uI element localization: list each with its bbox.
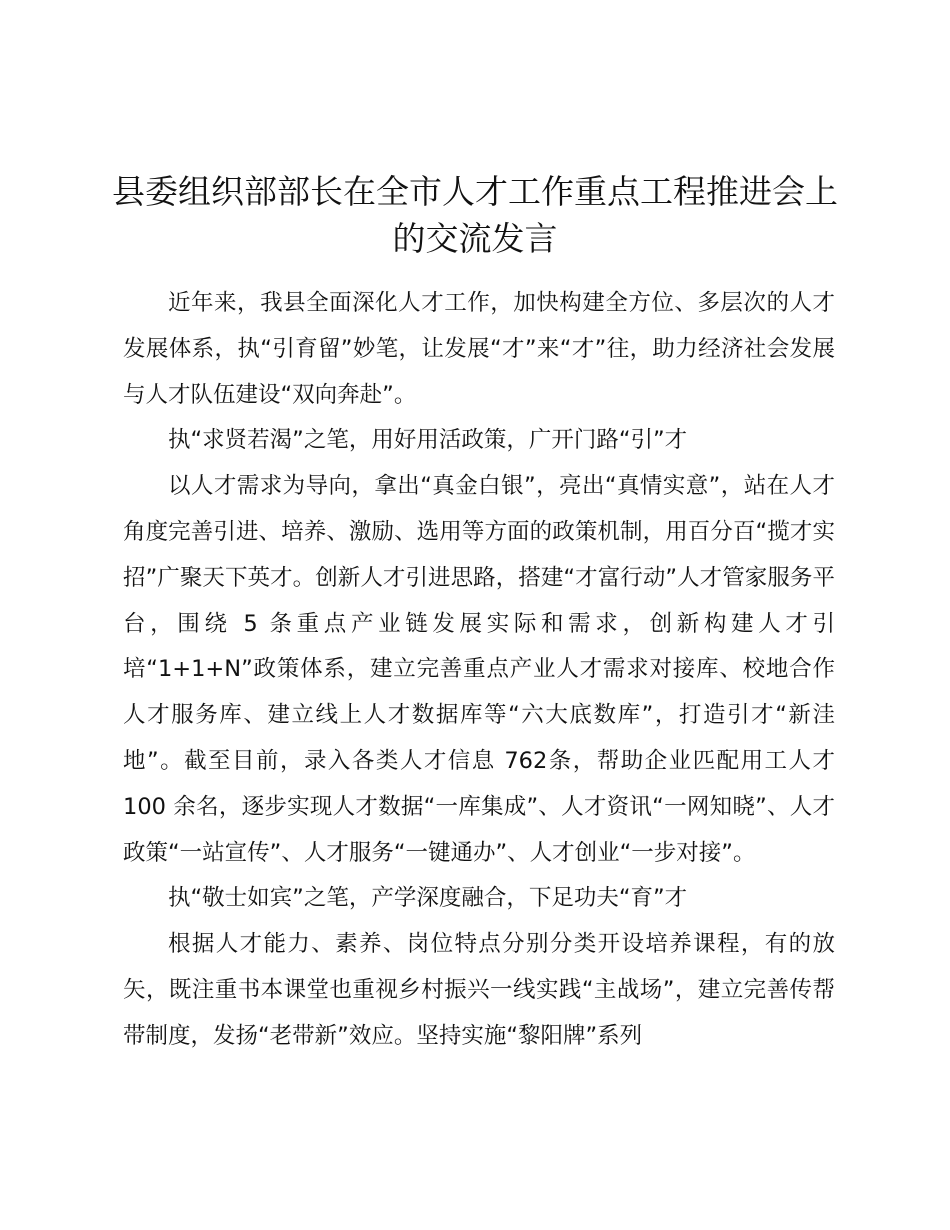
document-title: 县委组织部部长在全市人才工作重点工程推进会上的交流发言 — [112, 172, 838, 258]
section-heading-attract-talent: 执“求贤若渴”之笔，用好用活政策，广开门路“引”才 — [168, 427, 688, 454]
document-body — [123, 281, 835, 1060]
paragraph-intro: 近年来，我县全面深化人才工作，加快构建全方位、多层次的人才发展体系，执“引育留”妙笔，让发展“才”来“才”往，助力经济社会发展与人才队伍建设“双向奔赴”。 — [123, 290, 835, 408]
paragraph-cultivate-talent: 根据人才能力、素养、岗位特点分别分类开设培养课程，有的放矢，既注重书本课堂也重视乡村振兴一线实践“主战场”，建立完善传帮带制度，发扬“老带新”效应。坚持实施“黎阳牌”系列 — [123, 931, 835, 1049]
section-heading-cultivate-talent: 执“敬士如宾”之笔，产学深度融合，下足功夫“育”才 — [168, 885, 688, 912]
paragraph-attract-talent: 以人才需求为导向，拿出“真金白银”，亮出“真情实意”，站在人才角度完善引进、培养、激励、选用等方面的政策机制，用百分百“揽才实招”广聚天下英才。创新人才引进思路，搭建“才富行动”人才管家服务平台，围绕 5 条重点产业链发展实际和需求，创新构建人才引培“1+1+N”政策体系，建立完善重点产业人才需求对接库、校地合作人才服务库、建立线上人才数据库等“六大底数库”，打造引才“新洼地”。截至目前，录入各类人才信息 762条，帮助企业匹配用工人才 100 余名，逐步实现人才数据“一库集成”、人才资讯“一网知晓”、人才政策“一站宣传”、人才服务“一键通办”、人才创业“一步对接”。 — [123, 473, 835, 866]
